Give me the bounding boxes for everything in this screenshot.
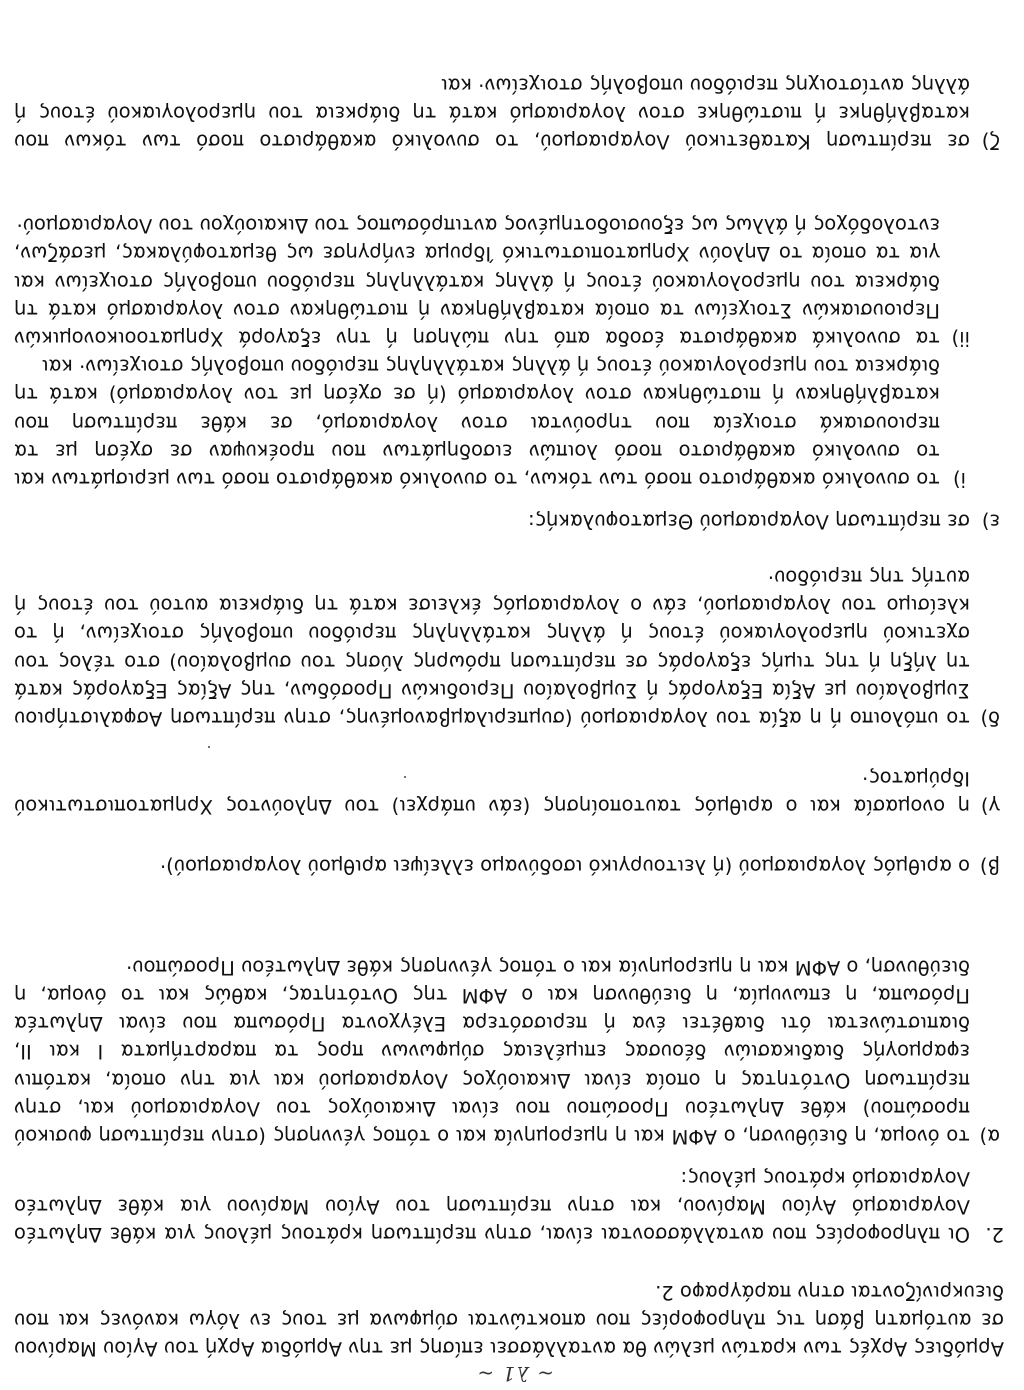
subitem-i-marker: i) (952, 468, 966, 491)
subitem-ii-marker: ii) (951, 327, 970, 350)
intro-paragraph: Αρμόδιες Αρχές των κρατών μελών θα ανταλλάσσει επίσης με την Αρμόδια Αρχή του Αγίου Μαρίνου σε αυτόματη βάση τις πληροφορίες που αποκτώνται σύμφωνα με τους εν λόγω κανόνες και που διευκρινίζονται στην παράγραφο 2. (14, 1280, 1004, 1360)
item-e-text: σε περίπτωση Λογαριασμού Θεματοφυλακής: (528, 510, 970, 533)
item-b-text: ο αριθμός λογαριασμού (ή λειτουργικό ισοδύναμο ελλείψει αριθμού λογαριασμού)· (159, 855, 970, 878)
item-d (14, 563, 1000, 732)
item-c (14, 764, 1000, 820)
item-e (14, 507, 1000, 535)
item-d-text: το υπόλοιπο ή η αξία του λογαριασμού (συμπεριλαμβανομένης, στην περίπτωση Ασφαλιστήριου Συμβολαίου με Αξία Εξαγοράς ή Συμβολαίου Περιοδικών Προσόδων, της Αξίας Εξαγοράς κατά τη λήξη ή της τιμής εξαγοράς σε περίπτωση πρόωρης λύσης του συμβολαίου) στο τέλος του σχετικού ημερολογιακού έτους ή άλλης κατάλληλης περιόδου υποβολής στοιχείων, ή το κλείσιμο του λογαριασμού, εάν ο λογαριασμός έκλεισε κατά τη διάρκεια αυτού του έτους ή αυτής της περιόδου· (14, 565, 970, 730)
paragraph-2-text: Οι πληροφορίες που ανταλλάσσονται είναι, στην περίπτωση κράτους μέλους για κάθε Δηλωτέο Λογαριασμό Αγίου Μαρίνου, και στην περίπτωση του Αγίου Μαρίνου για κάθε Δηλωτέο Λογαριασμό κράτους μέλους: (14, 1166, 970, 1246)
subitem-i-text: το συνολικό ακαθάριστο ποσό των τόκων, το συνολικό ακαθάριστο ποσό των μερισμάτων και το συνολικό ακαθάριστο ποσό λοιπών εισοδημάτων που προέκυψαν σε σχέση με τα περιουσιακά στοιχεία που τηρούνται στον λογαριασμό, σε κάθε περίπτωση που καταβλήθηκαν ή πιστώθηκαν στον λογαριασμό (ή σε σχέση με τον λογαριασμό) κατά τη διάρκεια του ημερολογιακού έτους ή άλλης κατάλληλης περιόδου υποβολής στοιχείων· και (14, 355, 940, 491)
scan-speck (404, 776, 406, 778)
subitem-i (14, 352, 966, 493)
paragraph-2 (14, 1163, 1004, 1248)
subitem-ii-text: τα συνολικά ακαθάριστα έσοδα από την πώληση ή την εξαγορά Χρηματοοικονομικών Περιουσιακών Στοιχείων τα οποία καταβλήθηκαν ή πιστώθηκαν στον λογαριασμό κατά τη διάρκεια του ημερολογιακού έτους ή άλλης κατάλληλης περιόδου υποβολής στοιχείων και για τα οποία το Δηλούν Χρηματοπιστωτικό Ίδρυμα ενήργησε ως θεματοφύλακας, μεσάζων, εντολοδόχος ή άλλως ως εξουσιοδοτημένος αντιπρόσωπος του Δικαιούχου του Λογαριασμού· (14, 214, 940, 350)
item-b (14, 852, 1000, 880)
item-z-text: σε περίπτωση Καταθετικού Λογαριασμού, το συνολικό ακαθάριστο ποσό των τόκων που καταβλήθηκε ή πιστώθηκε στον λογαριασμό κατά τη διάρκεια του ημερολογιακού έτους ή άλλης αντίστοιχης περιόδου υποβολής στοιχείων· και (14, 73, 970, 153)
item-z-marker: ζ) (981, 130, 1000, 153)
item-d-marker: δ) (980, 707, 1000, 730)
item-z (14, 70, 1000, 155)
paragraph-2-number: 2. (985, 1223, 1004, 1246)
item-c-marker: γ) (980, 795, 1000, 818)
subitem-ii (14, 211, 970, 352)
handwritten-page-mark: ~ λ1 ~ (476, 1362, 554, 1386)
item-a-marker: α) (979, 1125, 1000, 1148)
item-b-marker: β) (979, 855, 1000, 878)
scan-speck (208, 746, 210, 748)
item-c-text: η ονομασία και ο αριθμός ταυτοποίησης (εάν υπάρχει) του Δηλούντος Χρηματοπιστωτικού Ιδρύματος· (14, 766, 970, 818)
item-a (14, 953, 1000, 1150)
item-a-text: το όνομα, η διεύθυνση, ο ΑΦΜ και η ημερομηνία και ο τόπος γέννησης (στην περίπτωση φυσικού προσώπου) κάθε Δηλωτέου Προσώπου που είναι Δικαιούχος του Λογαριασμού και, στην περίπτωση Οντότητας η οποία είναι Δικαιούχος Λογαριασμού και για την οποία, κατόπιν εφαρμογής διαδικασιών δέουσας επιμέλειας σύμφωνων προς τα παραρτήματα I και II, διαπιστώνεται ότι διαθέτει ένα ή περισσότερα Ελέγχοντα Πρόσωπα που είναι Δηλωτέα Πρόσωπα, η επωνυμία, η διεύθυνση και ο ΑΦΜ της Οντότητας, καθώς και το όνομα, η διεύθυνση, ο ΑΦΜ και η ημερομηνία και ο τόπος γέννησης κάθε Δηλωτέου Προσώπου· (14, 955, 970, 1148)
item-e-marker: ε) (981, 510, 1000, 533)
